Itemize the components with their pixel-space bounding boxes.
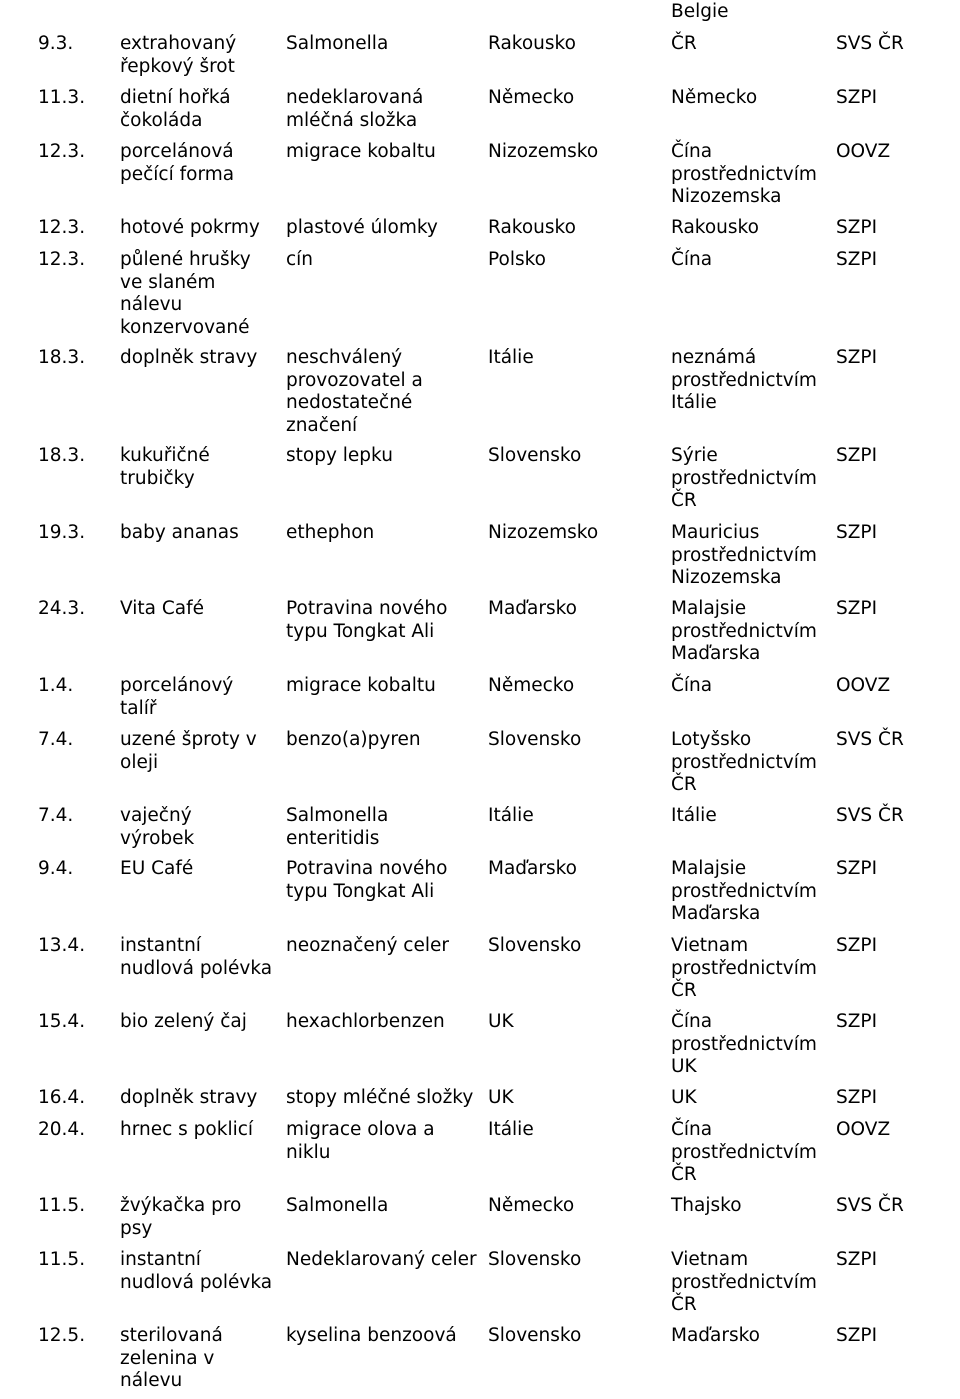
cell-distribution	[671, 1325, 760, 1348]
cell-product-line: baby ananas	[120, 522, 239, 543]
cell-origin-line: Slovensko	[488, 729, 582, 750]
cell-origin	[488, 249, 546, 272]
cell-authority	[836, 249, 877, 272]
cell-product	[120, 1011, 247, 1034]
cell-distribution-line: ČR	[671, 33, 697, 54]
cell-authority	[836, 445, 877, 468]
cell-authority	[836, 522, 877, 545]
cell-hazard	[286, 1195, 388, 1218]
cell-distribution	[671, 217, 759, 240]
cell-hazard	[286, 445, 393, 468]
cell-authority	[836, 347, 877, 370]
cell-product-line: oleji	[120, 751, 159, 773]
cell-hazard	[286, 1119, 435, 1164]
cell-hazard-line: hexachlorbenzen	[286, 1011, 445, 1032]
cell-hazard-line: niklu	[286, 1141, 331, 1163]
cell-distribution-line: Mauricius	[671, 522, 760, 543]
cell-hazard-line: Salmonella	[286, 33, 389, 54]
cell-date	[38, 1249, 85, 1272]
cell-hazard	[286, 249, 313, 272]
cell-distribution	[671, 858, 817, 926]
cell-authority-line: SZPI	[836, 87, 878, 108]
cell-hazard-line: neoznačený celer	[286, 935, 449, 956]
cell-hazard	[286, 87, 423, 132]
cell-authority-line: SZPI	[836, 1087, 878, 1108]
cell-date-line: 1.4.	[38, 675, 74, 696]
cell-distribution-line: prostřednictvím	[671, 880, 817, 902]
cell-distribution	[671, 675, 712, 698]
cell-product	[120, 729, 257, 774]
cell-distribution-line: Belgie	[671, 1, 729, 22]
cell-origin-line: Itálie	[488, 805, 534, 826]
cell-hazard-line: typu Tongkat Ali	[286, 880, 435, 902]
cell-product-line: zelenina v	[120, 1347, 215, 1369]
cell-origin-line: Slovensko	[488, 1249, 582, 1270]
cell-origin-line: Maďarsko	[488, 598, 577, 619]
cell-authority-line: SZPI	[836, 249, 878, 270]
cell-distribution-line: prostřednictvím	[671, 369, 817, 391]
cell-authority	[836, 1249, 877, 1272]
cell-hazard-line: Nedeklarovaný celer	[286, 1249, 477, 1270]
cell-origin	[488, 87, 574, 110]
cell-date	[38, 33, 73, 56]
cell-distribution	[671, 522, 817, 590]
cell-product-line: kukuřičné	[120, 445, 210, 466]
cell-product-line: vaječný	[120, 805, 192, 826]
cell-distribution-line: Thajsko	[671, 1195, 742, 1216]
cell-distribution-line: Německo	[671, 87, 758, 108]
cell-date-line: 19.3.	[38, 522, 86, 543]
cell-distribution-line: Malajsie	[671, 598, 747, 619]
cell-date-line: 24.3.	[38, 598, 86, 619]
cell-product	[120, 217, 260, 240]
cell-product-line: porcelánový	[120, 675, 234, 696]
cell-hazard-line: stopy mléčné složky	[286, 1087, 474, 1108]
cell-date	[38, 805, 73, 828]
cell-origin-line: Nizozemsko	[488, 522, 599, 543]
cell-product-line: psy	[120, 1217, 153, 1239]
cell-product-line: půlené hrušky	[120, 249, 251, 270]
cell-distribution	[671, 141, 817, 209]
cell-distribution-line: Rakousko	[671, 217, 759, 238]
cell-date	[38, 1087, 85, 1110]
cell-authority-line: SZPI	[836, 935, 878, 956]
cell-product	[120, 1195, 241, 1240]
cell-authority	[836, 1195, 904, 1218]
cell-distribution-line: Vietnam	[671, 935, 749, 956]
cell-authority	[836, 729, 904, 752]
cell-authority	[836, 598, 877, 621]
cell-hazard	[286, 1249, 477, 1272]
cell-date	[38, 1195, 85, 1218]
cell-distribution	[671, 347, 817, 415]
cell-distribution-line: Maďarsko	[671, 1325, 760, 1346]
cell-origin-line: Německo	[488, 87, 575, 108]
cell-origin	[488, 598, 577, 621]
cell-date	[38, 522, 85, 545]
cell-hazard	[286, 1087, 473, 1110]
cell-hazard-line: mléčná složka	[286, 109, 418, 131]
cell-origin	[488, 522, 598, 545]
cell-date-line: 9.4.	[38, 858, 74, 879]
cell-origin	[488, 347, 534, 370]
cell-date-line: 18.3.	[38, 347, 86, 368]
cell-date	[38, 598, 85, 621]
cell-date-line: 12.3.	[38, 217, 86, 238]
cell-authority	[836, 675, 890, 698]
cell-distribution-line: ČR	[671, 774, 697, 795]
cell-product-line: pečící forma	[120, 163, 235, 185]
cell-hazard	[286, 858, 447, 903]
cell-date-line: 13.4.	[38, 935, 86, 956]
cell-product-line: doplněk stravy	[120, 1087, 258, 1108]
cell-date-line: 15.4.	[38, 1011, 86, 1032]
cell-hazard	[286, 598, 447, 643]
cell-product-line: talíř	[120, 697, 157, 719]
cell-origin	[488, 1119, 534, 1142]
cell-distribution-line: ČR	[671, 980, 697, 1001]
cell-origin-line: Rakousko	[488, 217, 576, 238]
cell-hazard-line: cín	[286, 249, 314, 270]
cell-product-line: konzervované	[120, 316, 250, 338]
cell-authority-line: OOVZ	[836, 675, 891, 696]
cell-hazard-line: provozovatel a	[286, 369, 423, 391]
cell-distribution-line: ČR	[671, 1164, 697, 1185]
cell-date-line: 12.3.	[38, 249, 86, 270]
cell-authority	[836, 1119, 890, 1142]
cell-distribution-line: Nizozemska	[671, 186, 782, 207]
cell-date-line: 12.5.	[38, 1325, 86, 1346]
cell-product	[120, 33, 236, 78]
cell-distribution-line: Lotyšsko	[671, 729, 752, 750]
cell-authority-line: SVS ČR	[836, 33, 904, 54]
cell-distribution-line: Itálie	[671, 392, 717, 413]
cell-date-line: 9.3.	[38, 33, 74, 54]
cell-distribution-line: Čína	[671, 1119, 713, 1140]
cell-distribution-line: ČR	[671, 490, 697, 511]
cell-origin	[488, 935, 581, 958]
cell-distribution-line: Itálie	[671, 805, 717, 826]
cell-hazard-line: migrace olova a	[286, 1119, 435, 1140]
cell-product-line: instantní	[120, 1249, 201, 1270]
cell-product	[120, 445, 210, 490]
cell-date	[38, 87, 85, 110]
cell-product-line: EU Café	[120, 858, 194, 879]
cell-hazard	[286, 805, 388, 850]
cell-product-line: ve slaném	[120, 271, 216, 293]
cell-hazard-line: migrace kobaltu	[286, 141, 436, 162]
cell-distribution-line: Vietnam	[671, 1249, 749, 1270]
cell-hazard-line: plastové úlomky	[286, 217, 438, 238]
cell-origin-line: Německo	[488, 1195, 575, 1216]
cell-hazard-line: Potravina nového	[286, 598, 448, 619]
cell-product-line: instantní	[120, 935, 201, 956]
cell-hazard	[286, 347, 423, 437]
cell-origin-line: Slovensko	[488, 445, 582, 466]
cell-authority	[836, 858, 877, 881]
cell-hazard-line: značení	[286, 414, 358, 436]
cell-distribution-line: UK	[671, 1087, 697, 1108]
cell-product-line: výrobek	[120, 827, 195, 849]
cell-product	[120, 87, 231, 132]
cell-origin	[488, 858, 577, 881]
cell-product-line: nudlová polévka	[120, 1271, 273, 1293]
cell-date	[38, 249, 85, 272]
cell-hazard-line: ethephon	[286, 522, 375, 543]
cell-origin-line: Itálie	[488, 1119, 534, 1140]
cell-authority-line: SZPI	[836, 598, 878, 619]
cell-distribution-line: prostřednictvím	[671, 163, 817, 185]
cell-product-line: trubičky	[120, 467, 195, 489]
cell-date	[38, 141, 85, 164]
cell-authority	[836, 935, 877, 958]
cell-product-line: žvýkačka pro	[120, 1195, 242, 1216]
cell-authority	[836, 1325, 877, 1348]
cell-hazard	[286, 141, 436, 164]
cell-authority-line: SZPI	[836, 1249, 878, 1270]
cell-date	[38, 858, 73, 881]
cell-hazard-line: Salmonella	[286, 805, 389, 826]
cell-date	[38, 445, 85, 468]
cell-origin	[488, 729, 581, 752]
cell-product-line: čokoláda	[120, 109, 203, 131]
cell-origin	[488, 33, 576, 56]
cell-distribution-line: prostřednictvím	[671, 620, 817, 642]
cell-authority-line: SZPI	[836, 445, 878, 466]
cell-date	[38, 675, 73, 698]
cell-distribution-line: prostřednictvím	[671, 1271, 817, 1293]
cell-authority-line: SZPI	[836, 522, 878, 543]
cell-product	[120, 858, 193, 881]
cell-hazard-line: Potravina nového	[286, 858, 448, 879]
cell-origin-line: Slovensko	[488, 935, 582, 956]
cell-distribution	[671, 1, 728, 24]
cell-hazard-line: nedostatečné	[286, 392, 413, 413]
cell-product	[120, 141, 234, 186]
cell-product	[120, 598, 204, 621]
cell-distribution	[671, 1249, 817, 1317]
cell-date-line: 11.5.	[38, 1195, 86, 1216]
cell-authority-line: SVS ČR	[836, 1195, 904, 1216]
cell-hazard	[286, 522, 374, 545]
cell-product-line: porcelánová	[120, 141, 234, 162]
cell-authority-line: SZPI	[836, 347, 878, 368]
cell-product	[120, 1249, 272, 1294]
cell-authority	[836, 1011, 877, 1034]
cell-hazard	[286, 217, 438, 240]
cell-date	[38, 347, 85, 370]
cell-product	[120, 249, 251, 339]
cell-hazard-line: stopy lepku	[286, 445, 393, 466]
cell-hazard	[286, 935, 449, 958]
cell-hazard	[286, 675, 436, 698]
cell-origin-line: Německo	[488, 675, 575, 696]
cell-distribution-line: neznámá	[671, 347, 757, 368]
cell-distribution	[671, 87, 757, 110]
cell-product	[120, 522, 239, 545]
cell-product	[120, 935, 272, 980]
cell-distribution-line: Čína	[671, 675, 713, 696]
cell-date	[38, 1011, 85, 1034]
cell-distribution	[671, 1119, 817, 1187]
cell-authority	[836, 805, 904, 828]
cell-origin	[488, 1249, 581, 1272]
cell-authority	[836, 1087, 877, 1110]
cell-authority-line: SVS ČR	[836, 805, 904, 826]
cell-date-line: 16.4.	[38, 1087, 86, 1108]
cell-date-line: 7.4.	[38, 805, 74, 826]
cell-product-line: hrnec s poklicí	[120, 1119, 254, 1140]
cell-origin	[488, 1087, 514, 1110]
cell-origin	[488, 141, 598, 164]
cell-authority	[836, 87, 877, 110]
cell-product-line: hotové pokrmy	[120, 217, 260, 238]
cell-date-line: 7.4.	[38, 729, 74, 750]
cell-authority-line: SVS ČR	[836, 729, 904, 750]
cell-authority	[836, 33, 904, 56]
cell-origin	[488, 805, 534, 828]
cell-distribution-line: Sýrie	[671, 445, 718, 466]
cell-hazard-line: benzo(a)pyren	[286, 729, 421, 750]
cell-authority-line: SZPI	[836, 1011, 878, 1032]
cell-origin-line: UK	[488, 1011, 514, 1032]
cell-distribution	[671, 33, 697, 56]
cell-distribution	[671, 249, 712, 272]
cell-origin	[488, 1325, 581, 1348]
cell-product	[120, 1325, 223, 1393]
cell-product	[120, 805, 194, 850]
cell-date-line: 20.4.	[38, 1119, 86, 1140]
cell-hazard-line: migrace kobaltu	[286, 675, 436, 696]
cell-distribution	[671, 598, 817, 666]
cell-hazard-line: kyselina benzoová	[286, 1325, 457, 1346]
cell-distribution	[671, 935, 817, 1003]
cell-distribution-line: prostřednictvím	[671, 957, 817, 979]
cell-product	[120, 347, 257, 370]
cell-hazard-line: neschválený	[286, 347, 403, 368]
cell-origin	[488, 217, 576, 240]
cell-hazard	[286, 729, 421, 752]
cell-distribution-line: prostřednictvím	[671, 751, 817, 773]
cell-distribution-line: Čína	[671, 1011, 713, 1032]
cell-origin-line: UK	[488, 1087, 514, 1108]
cell-origin	[488, 445, 581, 468]
cell-product-line: nálevu	[120, 1370, 183, 1391]
cell-product	[120, 1119, 253, 1142]
cell-distribution	[671, 445, 817, 513]
cell-hazard	[286, 1325, 457, 1348]
cell-distribution-line: Maďarska	[671, 903, 761, 924]
cell-date	[38, 1119, 85, 1142]
cell-date	[38, 217, 85, 240]
cell-hazard-line: Salmonella	[286, 1195, 389, 1216]
cell-hazard-line: nedeklarovaná	[286, 87, 424, 108]
cell-product-line: extrahovaný	[120, 33, 237, 54]
cell-authority-line: SZPI	[836, 217, 878, 238]
cell-origin-line: Rakousko	[488, 33, 576, 54]
cell-origin-line: Maďarsko	[488, 858, 577, 879]
cell-date-line: 11.5.	[38, 1249, 86, 1270]
cell-origin	[488, 1195, 574, 1218]
cell-distribution-line: UK	[671, 1056, 697, 1077]
cell-product-line: doplněk stravy	[120, 347, 258, 368]
cell-distribution-line: prostřednictvím	[671, 544, 817, 566]
cell-hazard-line: enteritidis	[286, 827, 380, 849]
cell-date-line: 11.3.	[38, 87, 86, 108]
cell-authority	[836, 141, 890, 164]
cell-origin-line: Polsko	[488, 249, 546, 270]
cell-distribution-line: Nizozemska	[671, 567, 782, 588]
cell-distribution-line: Čína	[671, 249, 713, 270]
cell-product	[120, 675, 233, 720]
cell-date	[38, 1325, 85, 1348]
cell-distribution	[671, 1011, 817, 1079]
cell-hazard	[286, 1011, 445, 1034]
cell-product-line: sterilovaná	[120, 1325, 223, 1346]
cell-date-line: 12.3.	[38, 141, 86, 162]
cell-product-line: dietní hořká	[120, 87, 231, 108]
cell-product-line: uzené šproty v	[120, 729, 257, 750]
cell-product-line: nálevu	[120, 294, 183, 315]
cell-origin	[488, 1011, 514, 1034]
cell-product-line: nudlová polévka	[120, 957, 273, 979]
cell-authority-line: SZPI	[836, 858, 878, 879]
cell-date	[38, 935, 85, 958]
cell-origin-line: Itálie	[488, 347, 534, 368]
cell-product-line: řepkový šrot	[120, 55, 235, 77]
cell-authority-line: OOVZ	[836, 1119, 891, 1140]
cell-authority-line: OOVZ	[836, 141, 891, 162]
cell-date-line: 18.3.	[38, 445, 86, 466]
cell-distribution-line: ČR	[671, 1294, 697, 1315]
cell-distribution-line: Čína	[671, 141, 713, 162]
cell-distribution-line: prostřednictvím	[671, 1141, 817, 1163]
cell-distribution-line: prostřednictvím	[671, 467, 817, 489]
cell-product	[120, 1087, 257, 1110]
cell-distribution	[671, 729, 817, 797]
cell-hazard-line: typu Tongkat Ali	[286, 620, 435, 642]
cell-product-line: bio zelený čaj	[120, 1011, 247, 1032]
cell-origin	[488, 675, 574, 698]
cell-authority-line: SZPI	[836, 1325, 878, 1346]
cell-distribution	[671, 1195, 742, 1218]
cell-distribution-line: prostřednictvím	[671, 1033, 817, 1055]
cell-distribution	[671, 805, 717, 828]
cell-distribution-line: Malajsie	[671, 858, 747, 879]
cell-product-line: Vita Café	[120, 598, 205, 619]
cell-authority	[836, 217, 877, 240]
cell-distribution-line: Maďarska	[671, 643, 761, 664]
cell-date	[38, 729, 73, 752]
cell-distribution	[671, 1087, 697, 1110]
cell-origin-line: Slovensko	[488, 1325, 582, 1346]
cell-hazard	[286, 33, 388, 56]
cell-origin-line: Nizozemsko	[488, 141, 599, 162]
